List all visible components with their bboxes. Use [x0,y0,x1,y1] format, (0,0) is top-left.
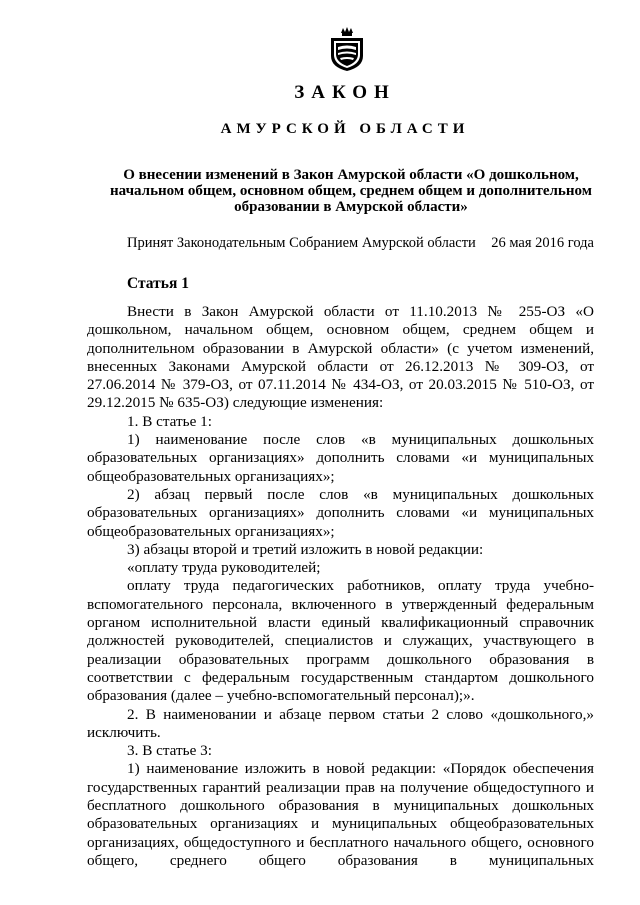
document-type: ЗАКОН [294,82,396,103]
paragraph: 2) абзац первый после слов «в муниципальных дошкольных образовательных организациях» дополнить словами «и муниципальных общеобразовательных организациях»; [87,485,594,540]
amur-region-coat-of-arms-icon [329,26,365,72]
paragraph: «оплату труда руководителей; [127,559,321,577]
paragraph: 3. В статье 3: [127,742,212,760]
paragraph: 1) наименование после слов «в муниципальных дошкольных образовательных организациях» дополнить словами «и муниципальных общеобразовательных организациях»; [87,431,594,485]
paragraph: 1. В статье 1: [127,412,212,430]
region-name: АМУРСКОЙ ОБЛАСТИ [220,121,470,137]
paragraph: 3) абзацы второй и третий изложить в новой редакции: [127,540,484,558]
article-body [87,303,594,870]
article-heading: Статья 1 [127,275,189,292]
paragraph: 2. В наименовании и абзаце первом статьи 2 слово «дошкольного,» исключить. [87,705,594,741]
paragraph: 1) наименование изложить в новой редакции: «Порядок обеспечения государственных гарантий реализации прав на получение общедоступного и бесплатного дошкольного образования в муниципальных дошкольных образовательных организациях и муниципальных общеобразовательных организациях, общедоступного и бесплатного начального общего, основного общего, среднего общего образования в муниципальных [87,760,594,869]
paragraph: Внести в Закон Амурской области от 11.10.2013 № 255-ОЗ «О дошкольном, начальном общем, основном общем, среднем общем и дополнительном образовании в Амурской области» (с учетом изменений, внесенных Законами Амурской области от 26.12.2013 № 309-ОЗ, от 27.06.2014 № 379-ОЗ, от 07.11.2014 № 434-ОЗ, от 20.03.2015 № 510-ОЗ, от 29.12.2015 № 635-ОЗ) следующие изменения: [87,303,594,412]
law-title: О внесении изменений в Закон Амурской области «О дошкольном, начальном общем, основном общем, среднем общем и дополнительном образовании в Амурской области» [110,167,592,215]
paragraph: оплату труда педагогических работников, оплату труда учебно-вспомогательного персонала, включенного в утвержденный федеральным органом исполнительной власти единый квалификационный справочник должностей руководителей, специалистов и служащих, участвующего в реализации образовательных программ дошкольного образования в соответствии с федеральным государственным стандартом дошкольного образования (далее – учебно-вспомогательный персонал);». [87,577,594,705]
adoption-text: Принят Законодательным Собранием Амурской области [127,235,476,251]
adoption-date: 26 мая 2016 года [491,235,594,251]
